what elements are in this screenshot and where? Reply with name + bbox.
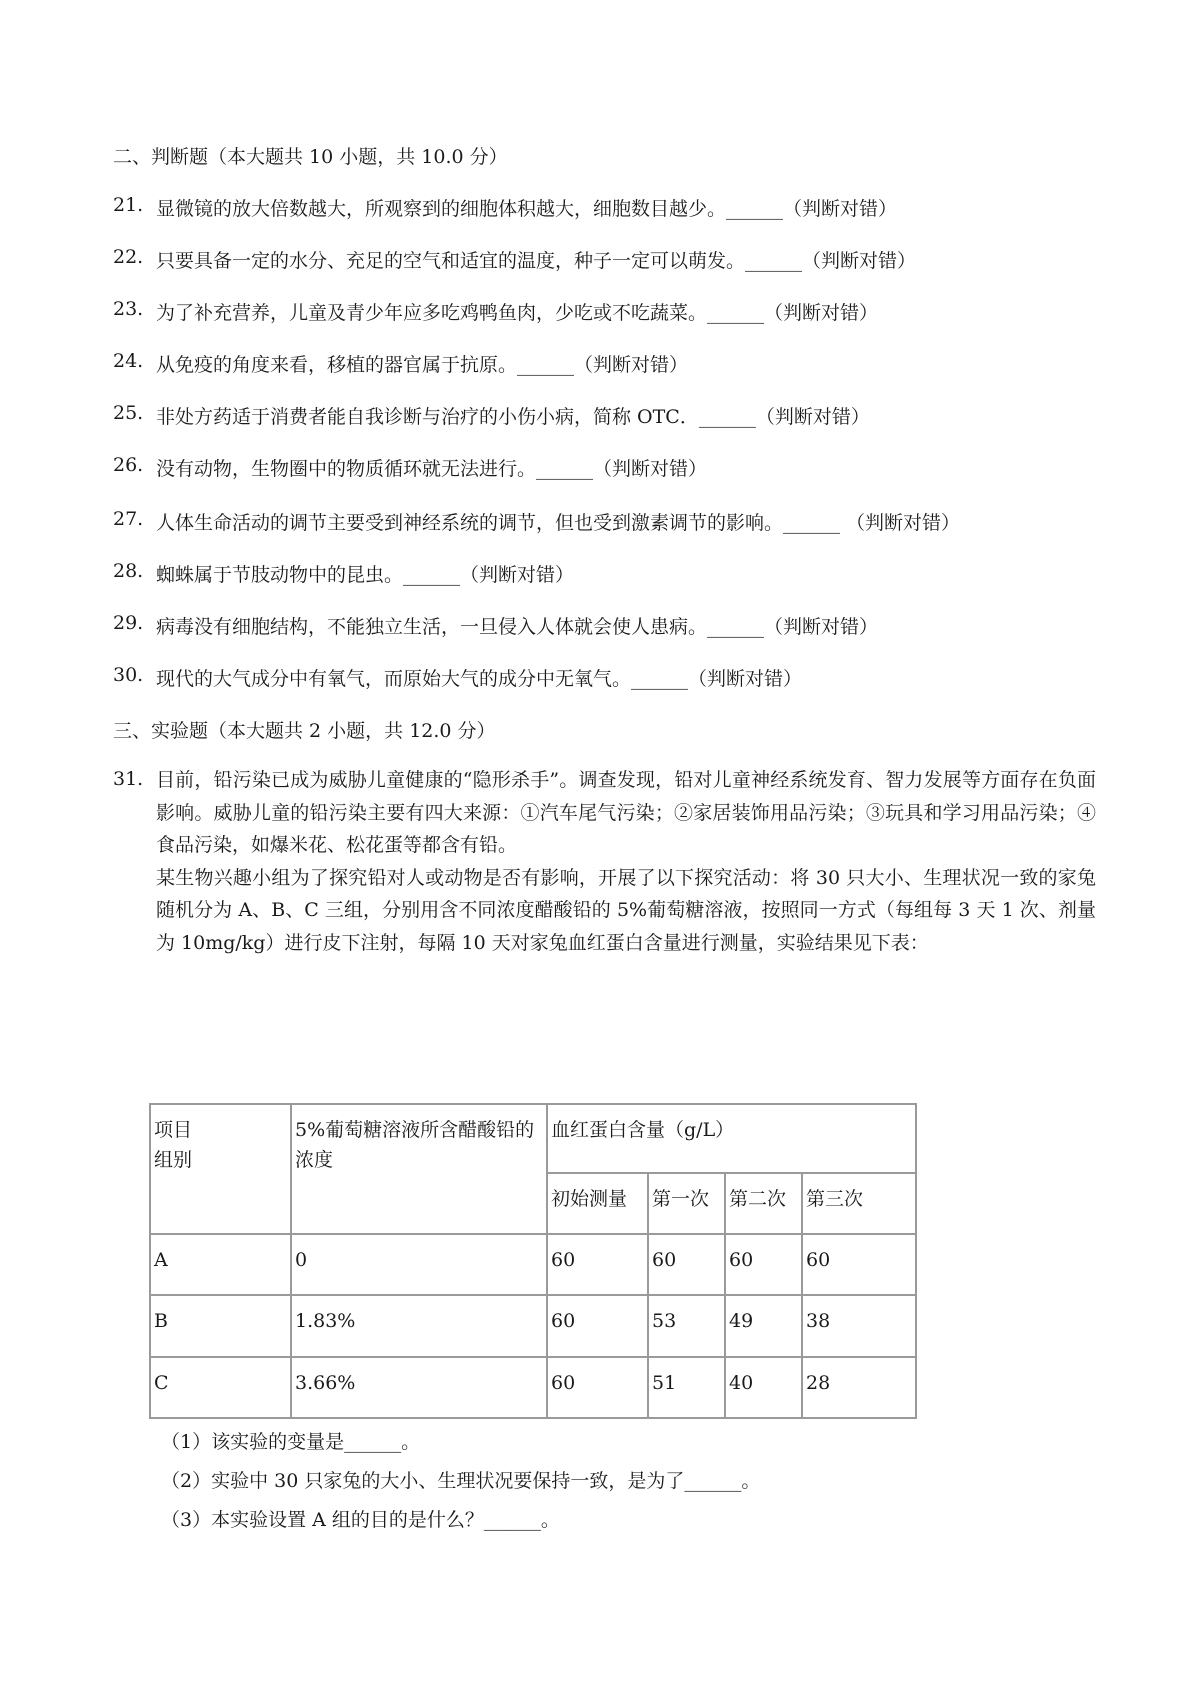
subheader-first: 第一次 bbox=[648, 1173, 725, 1234]
sub-question-1: （1）该实验的变量是______。 bbox=[161, 1431, 421, 1453]
question-number: 21. bbox=[113, 194, 144, 216]
cell-value: 60 bbox=[547, 1234, 648, 1295]
cell-value: 60 bbox=[547, 1295, 648, 1356]
subheader-initial: 初始测量 bbox=[547, 1173, 648, 1234]
section-3-heading: 三、实验题（本大题共 2 小题，共 12.0 分） bbox=[113, 720, 496, 742]
header-item: 项目 bbox=[154, 1119, 193, 1141]
cell-value: 60 bbox=[802, 1234, 916, 1295]
question-number: 27. bbox=[113, 508, 144, 530]
cell-value: 28 bbox=[802, 1357, 916, 1418]
header-item-group bbox=[150, 1104, 291, 1234]
header-hemoglobin: 血红蛋白含量（g/L） bbox=[547, 1104, 916, 1173]
hemoglobin-table bbox=[149, 1103, 917, 1419]
cell-value: 38 bbox=[802, 1295, 916, 1356]
header-group: 组别 bbox=[154, 1149, 193, 1171]
question-number: 23. bbox=[113, 298, 144, 320]
question-text: 为了补充营养，儿童及青少年应多吃鸡鸭鱼肉，少吃或不吃蔬菜。______（判断对错） bbox=[156, 302, 879, 324]
cell-group: A bbox=[150, 1234, 291, 1295]
subheader-third: 第三次 bbox=[802, 1173, 916, 1234]
question-text: 蜘蛛属于节肢动物中的昆虫。______（判断对错） bbox=[156, 564, 575, 586]
cell-concentration: 1.83% bbox=[291, 1295, 547, 1356]
cell-value: 53 bbox=[648, 1295, 725, 1356]
cell-value: 60 bbox=[725, 1234, 802, 1295]
question-text: 非处方药适于消费者能自我诊断与治疗的小伤小病，简称 OTC．______（判断对错） bbox=[156, 406, 870, 428]
question-number: 25. bbox=[113, 402, 144, 424]
question-text: 显微镜的放大倍数越大，所观察到的细胞体积越大，细胞数目越少。______（判断对错） bbox=[156, 198, 898, 220]
section-2-heading: 二、判断题（本大题共 10 小题，共 10.0 分） bbox=[113, 146, 508, 168]
cell-value: 60 bbox=[648, 1234, 725, 1295]
question-text: 只要具备一定的水分、充足的空气和适宜的温度，种子一定可以萌发。______（判断对错） bbox=[156, 250, 917, 272]
subheader-second: 第二次 bbox=[725, 1173, 802, 1234]
question-number: 29. bbox=[113, 612, 144, 634]
question-text: 人体生命活动的调节主要受到神经系统的调节，但也受到激素调节的影响。______ （判断对错） bbox=[156, 512, 961, 534]
sub-question-3: （3）本实验设置 A 组的目的是什么？______。 bbox=[161, 1509, 560, 1531]
cell-value: 51 bbox=[648, 1357, 725, 1418]
cell-concentration: 0 bbox=[291, 1234, 547, 1295]
cell-concentration: 3.66% bbox=[291, 1357, 547, 1418]
table-row bbox=[150, 1357, 916, 1418]
cell-value: 49 bbox=[725, 1295, 802, 1356]
sub-question-2: （2）实验中 30 只家兔的大小、生理状况要保持一致，是为了______。 bbox=[161, 1470, 761, 1492]
cell-group: C bbox=[150, 1357, 291, 1418]
cell-value: 60 bbox=[547, 1357, 648, 1418]
question-number: 22. bbox=[113, 246, 144, 268]
question-number: 26. bbox=[113, 454, 144, 476]
question-number: 24. bbox=[113, 350, 144, 372]
header-concentration: 5%葡萄糖溶液所含醋酸铅的浓度 bbox=[291, 1104, 547, 1234]
question-text: 现代的大气成分中有氧气，而原始大气的成分中无氧气。______（判断对错） bbox=[156, 668, 803, 690]
question-number: 30. bbox=[113, 664, 144, 686]
table-row bbox=[150, 1234, 916, 1295]
question-31-body bbox=[156, 764, 1096, 959]
question-31-number: 31. bbox=[113, 768, 144, 790]
cell-group: B bbox=[150, 1295, 291, 1356]
question-number: 28. bbox=[113, 560, 144, 582]
question-31-paragraph-1: 目前，铅污染已成为威胁儿童健康的“隐形杀手”。调查发现，铅对儿童神经系统发育、智力发展等方面存在负面影响。威胁儿童的铅污染主要有四大来源：①汽车尾气污染；②家居装饰用品污染；③玩具和学习用品污染；④食品污染，如爆米花、松花蛋等都含有铅。 bbox=[156, 769, 1096, 856]
question-31-paragraph-2: 某生物兴趣小组为了探究铅对人或动物是否有影响，开展了以下探究活动：将 30 只大小、生理状况一致的家兔随机分为 A、B、C 三组，分别用含不同浓度醋酸铅的 5%葡萄糖溶液，按照同一方式（每组每 3 天 1 次、剂量为 10mg/kg）进行皮下注射，每隔 10 天对家兔血红蛋白含量进行测量，实验结果见下表： bbox=[156, 866, 1096, 954]
cell-value: 40 bbox=[725, 1357, 802, 1418]
question-text: 从免疫的角度来看，移植的器官属于抗原。______（判断对错） bbox=[156, 354, 689, 376]
question-text: 没有动物，生物圈中的物质循环就无法进行。______（判断对错） bbox=[156, 458, 708, 480]
question-text: 病毒没有细胞结构，不能独立生活，一旦侵入人体就会使人患病。______（判断对错） bbox=[156, 616, 879, 638]
table-row bbox=[150, 1295, 916, 1356]
